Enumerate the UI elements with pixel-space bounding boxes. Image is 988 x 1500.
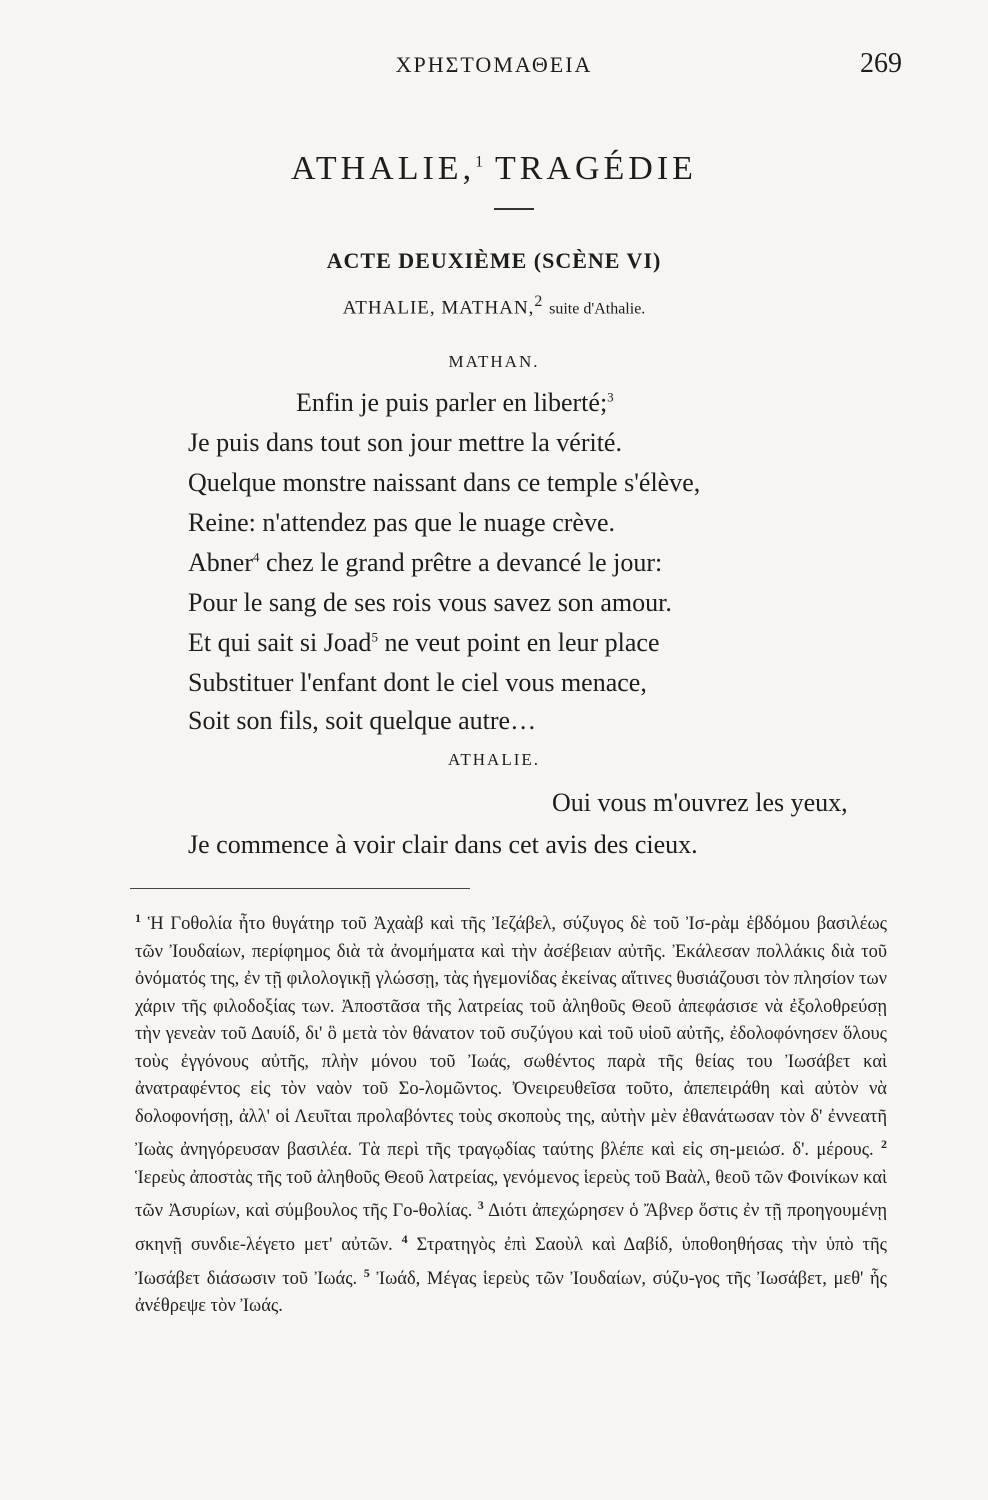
- footnote-4-number: 4: [401, 1231, 408, 1246]
- verse-line-8: Substituer l'enfant dont le ciel vous menace,: [188, 668, 647, 697]
- play-title-genre: TRAGÉDIE: [483, 150, 697, 187]
- cast-main: ATHALIE, MATHAN,: [342, 297, 535, 319]
- footnotes: [135, 905, 887, 1321]
- footnote-1-text: Ἡ Γοθολία ἦτο θυγάτηρ τοῦ Ἀχαὰβ καὶ τῆς Ἰεζάβελ, σύζυγος δὲ τοῦ Ἰσ-ρὰμ ἑβδόμου βασιλέως τῶν Ἰουδαίων, περίφημος διὰ τὰ ἀνομήματα καὶ τὴν ἀσέβειαν αὐτῆς. Ἐκάλεσαν πολλάκις διὰ τοῦ ὀνόματός της, ἐν τῇ φιλολογικῇ γλώσσῃ, τὰς ἡγεμονίδας ἐκείνας αἵτινες θυσιάζουσι τὸν πλησίον των χάριν τῆς φιλοδοξίας των. Ἀποστᾶσα τῆς λατρείας τοῦ ἀληθοῦς Θεοῦ ἀπεφάσισε νὰ ἐξολοθρεύσῃ τὴν γενεὰν τοῦ Δαυίδ, δι' ὃ μετὰ τὸν θάνατον τοῦ συζύγου καὶ τοῦ υἱοῦ αὐτῆς, ἐδολοφόνησεν ὅλους τοὺς ἐγγόνους αὐτῆς, πλὴν μόνου τοῦ Ἰωάς, σωθέντος παρὰ τῆς θείας του Ἰωσάβετ καὶ ἀνατραφέντος εἰς τὸν ναὸν τοῦ Σο-λομῶντος. Ὀνειρευθεῖσα τοῦτο, ἀπεπειράθη καὶ αὐτὸν νὰ δολοφονήσῃ, ἀλλ' οἱ Λευῖται προλαβόντες τοὺς σκοποὺς της, αὐτὴν μὲν ἐθανάτωσαν τὸν δ' ἐννεατῆ Ἰωὰς ἀνηγόρευσαν βασιλέα. Τὰ περὶ τῆς τραγῳδίας ταύτης βλέπε καὶ εἰς ση-μειώσ. δ'. μέρους.: [135, 914, 887, 1161]
- footnote-3-text: Διότι ἀπεχώρησεν ὁ Ἄβνερ ὅστις ἐν τῇ προηγουμένῃ σκηνῇ συνδιε-λέγετο μετ' αὐτῶν.: [135, 1201, 888, 1256]
- footnote-3-number: 3: [477, 1198, 484, 1213]
- verse-5-abner: Abner: [188, 548, 253, 577]
- verse-5-rest: chez le grand prêtre a devancé le jour:: [259, 548, 663, 577]
- footnote-ref-4: 4: [252, 549, 260, 565]
- cast-list: [0, 293, 988, 319]
- verse-line-4: Reine: n'attendez pas que le nuage crève.: [188, 508, 615, 537]
- play-title-name: ATHALIE,: [291, 150, 476, 187]
- footnote-2-number: 2: [881, 1137, 887, 1152]
- footnote-rule: [130, 888, 470, 889]
- verse-line-1: [296, 388, 614, 418]
- verse-line-5: [188, 548, 662, 578]
- verse-line-6: Pour le sang de ses rois vous savez son amour.: [188, 588, 672, 617]
- verse-line-11: Je commence à voir clair dans cet avis des cieux.: [188, 830, 698, 859]
- page-number: 269: [860, 48, 902, 79]
- footnote-4-text: Στρατηγὸς ἐπὶ Σαοὺλ καὶ Δαβίδ, ὑποθοηθήσας τὴν ὑπὸ τῆς Ἰωσάβετ διάσωσιν τοῦ Ἰωάς.: [135, 1235, 887, 1289]
- footnote-ref-5: 5: [371, 629, 378, 645]
- verse-line-3: Quelque monstre naissant dans ce temple s'élève,: [188, 468, 701, 497]
- footnote-1-number: 1: [135, 911, 141, 925]
- footnote-ref-2: 2: [534, 293, 544, 310]
- verse-1-text: Enfin je puis parler en liberté;: [296, 388, 608, 417]
- footnote-5-number: 5: [363, 1265, 370, 1280]
- verse-line-7: [188, 628, 660, 658]
- footnote-2-text: Ἱερεὺς ἀποστὰς τῆς τοῦ ἀληθοῦς Θεοῦ λατρείας, γενόμενος ἱερεὺς τοῦ Βαὰλ, θεοῦ τῶν Φοινίκων καὶ τῶν Ἀσυρίων, καὶ σύμβουλος τῆς Γο-θολίας.: [135, 1167, 887, 1222]
- verse-7-start: Et qui sait si Joad: [188, 628, 372, 657]
- running-title: ΧΡΗΣΤΟΜΑΘΕΙΑ: [395, 52, 593, 77]
- verse-line-9: Soit son fils, soit quelque autre…: [188, 706, 537, 735]
- verse-7-rest: ne veut point en leur place: [377, 628, 660, 657]
- speaker-athalie: ATHALIE.: [447, 750, 540, 769]
- footnote-ref-3: 3: [607, 389, 614, 405]
- footnote-ref-1: 1: [475, 153, 484, 171]
- verse-line-10: Oui vous m'ouvrez les yeux,: [552, 788, 848, 817]
- speaker-mathan: MATHAN.: [448, 352, 540, 371]
- cast-suite: suite d'Athalie.: [549, 300, 646, 318]
- play-title: [0, 150, 988, 188]
- footnote-5-text: Ἰωάδ, Μέγας ἱερεὺς τῶν Ἰουδαίων, σύζυ-γος τῆς Ἰωσάβετ, μεθ' ἧς ἀνέθρεψε τὸν Ἰωάς.: [135, 1268, 888, 1317]
- verse-line-2: Je puis dans tout son jour mettre la vérité.: [188, 428, 622, 457]
- title-rule: [494, 208, 534, 210]
- act-heading: ACTE DEUXIÈME (SCÈNE VI): [326, 248, 662, 273]
